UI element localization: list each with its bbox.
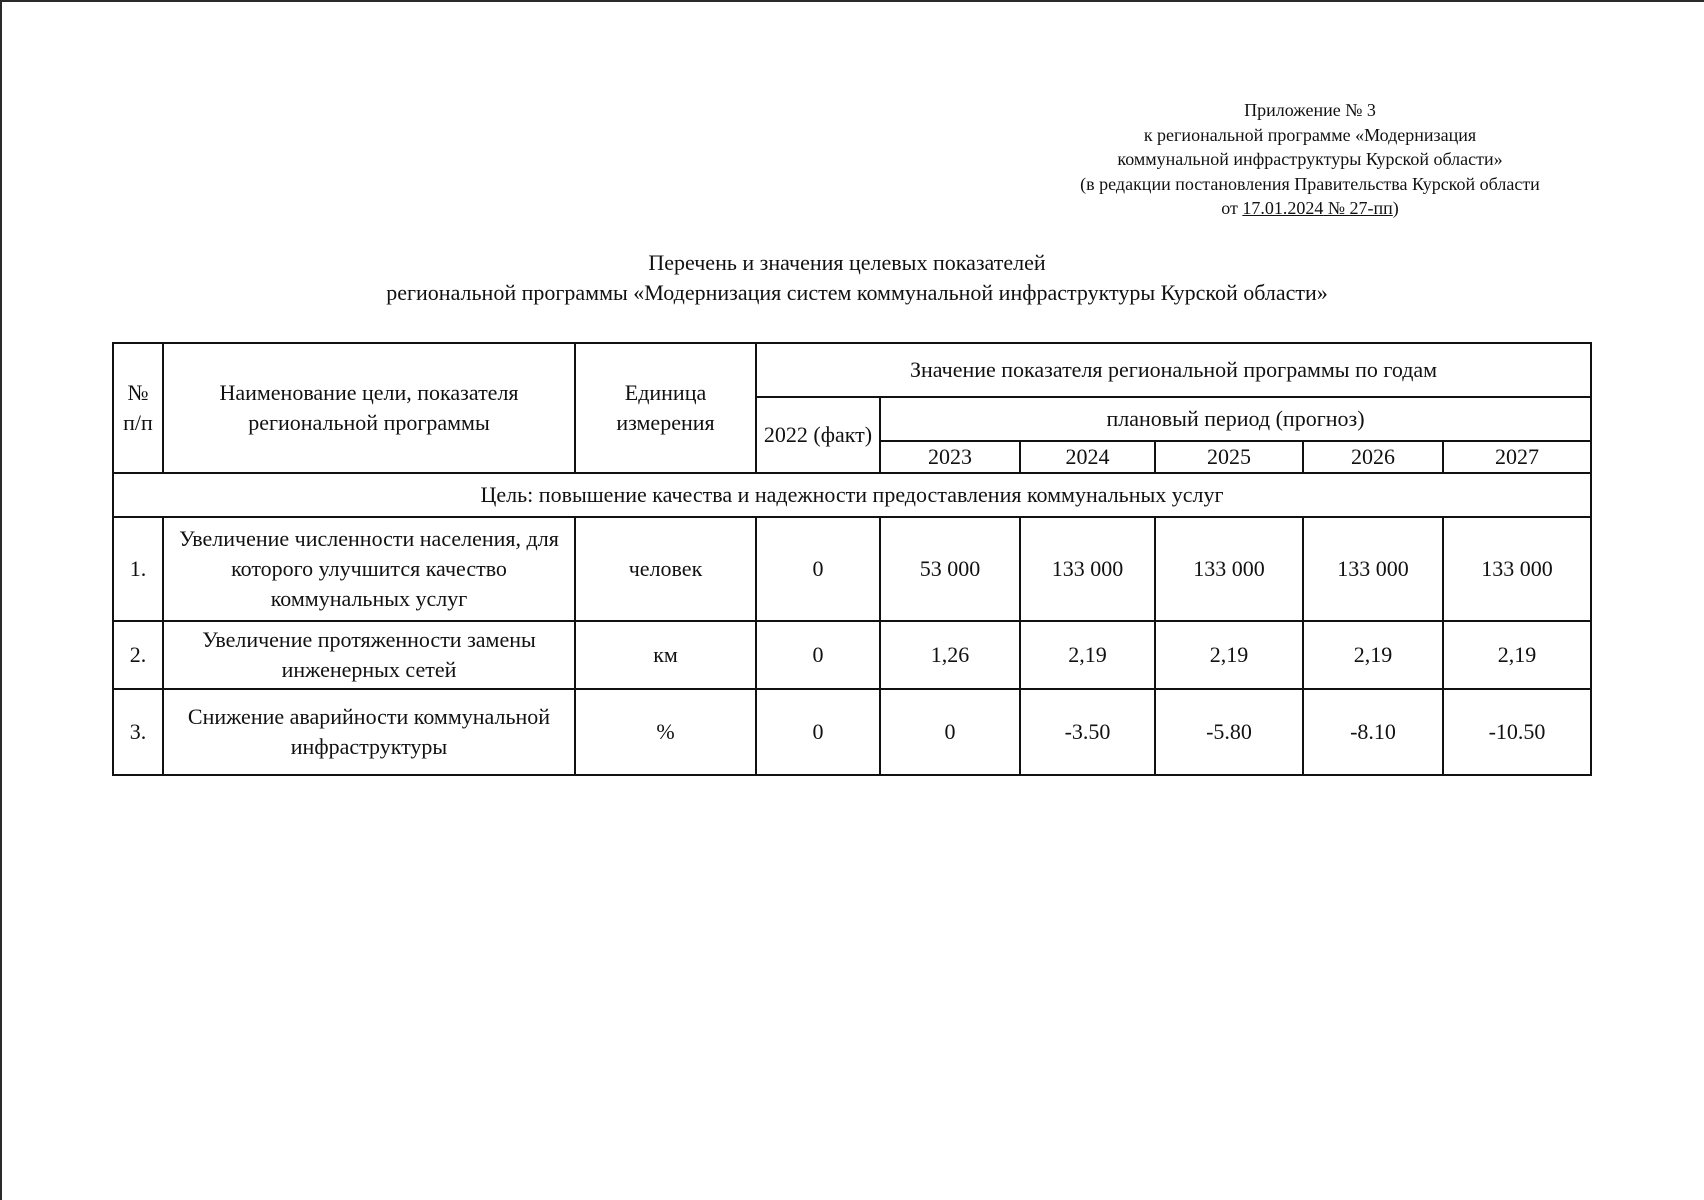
row-num: 1. (113, 517, 163, 621)
row-fact: 0 (756, 517, 880, 621)
header-num: № п/п (113, 343, 163, 473)
row-value: 0 (880, 689, 1020, 775)
row-value: 133 000 (1020, 517, 1155, 621)
header-year: 2024 (1020, 441, 1155, 473)
header-year: 2025 (1155, 441, 1303, 473)
row-value: 133 000 (1155, 517, 1303, 621)
scan-edge-left (0, 0, 2, 1200)
header-year: 2026 (1303, 441, 1443, 473)
annex-number: 27-пп (1349, 198, 1393, 218)
row-value: 133 000 (1303, 517, 1443, 621)
document-title (0, 248, 1704, 308)
table-row (113, 689, 1591, 775)
row-value: 133 000 (1443, 517, 1591, 621)
row-value: 2,19 (1020, 621, 1155, 689)
goal-text: Цель: повышение качества и надежности предоставления коммунальных услуг (113, 473, 1591, 517)
annex-line-4: (в редакции постановления Правительства Курской области (1080, 173, 1540, 194)
indicators-table (112, 342, 1592, 776)
header-year: 2027 (1443, 441, 1591, 473)
annex-date-prefix: от (1221, 198, 1243, 218)
title-line-2: региональной программы «Модернизация систем коммунальной инфраструктуры Курской области» (386, 280, 1328, 305)
header-planned-period: плановый период (прогноз) (880, 397, 1591, 441)
annex-line-2: к региональной программе «Модернизация (1143, 124, 1477, 145)
annex-close-paren: ) (1392, 198, 1399, 218)
annex-line-3: коммунальной инфраструктуры Курской области» (1117, 149, 1503, 169)
header-unit: Единица измерения (575, 343, 756, 473)
header-row-1 (113, 343, 1591, 397)
header-fact-year: 2022 (факт) (756, 397, 880, 473)
row-value: 2,19 (1303, 621, 1443, 689)
scan-edge-top (0, 0, 1704, 2)
row-unit: % (575, 689, 756, 775)
row-unit: км (575, 621, 756, 689)
table-row (113, 621, 1591, 689)
row-num: 3. (113, 689, 163, 775)
row-name: Увеличение протяженности замены инженерных сетей (163, 621, 575, 689)
header-year: 2023 (880, 441, 1020, 473)
row-fact: 0 (756, 689, 880, 775)
row-value: 1,26 (880, 621, 1020, 689)
header-name: Наименование цели, показателя региональной программы (163, 343, 575, 473)
row-value: 53 000 (880, 517, 1020, 621)
row-value: 2,19 (1443, 621, 1591, 689)
annex-line-1: Приложение № 3 (1244, 100, 1376, 120)
table-row (113, 517, 1591, 621)
goal-row (113, 473, 1591, 517)
row-value: -10.50 (1443, 689, 1591, 775)
title-line-1: Перечень и значения целевых показателей (648, 250, 1046, 275)
annex-date: 17.01.2024 (1242, 198, 1324, 218)
row-value: -3.50 (1020, 689, 1155, 775)
header-values-by-year: Значение показателя региональной программы по годам (756, 343, 1591, 397)
row-fact: 0 (756, 621, 880, 689)
row-value: 2,19 (1155, 621, 1303, 689)
annex-line-5 (1010, 196, 1610, 221)
row-value: -8.10 (1303, 689, 1443, 775)
row-num: 2. (113, 621, 163, 689)
annex-block (1010, 98, 1610, 221)
row-value: -5.80 (1155, 689, 1303, 775)
row-unit: человек (575, 517, 756, 621)
annex-number-sign: № (1323, 198, 1350, 218)
row-name: Снижение аварийности коммунальной инфраструктуры (163, 689, 575, 775)
row-name: Увеличение численности населения, для которого улучшится качество коммунальных услуг (163, 517, 575, 621)
